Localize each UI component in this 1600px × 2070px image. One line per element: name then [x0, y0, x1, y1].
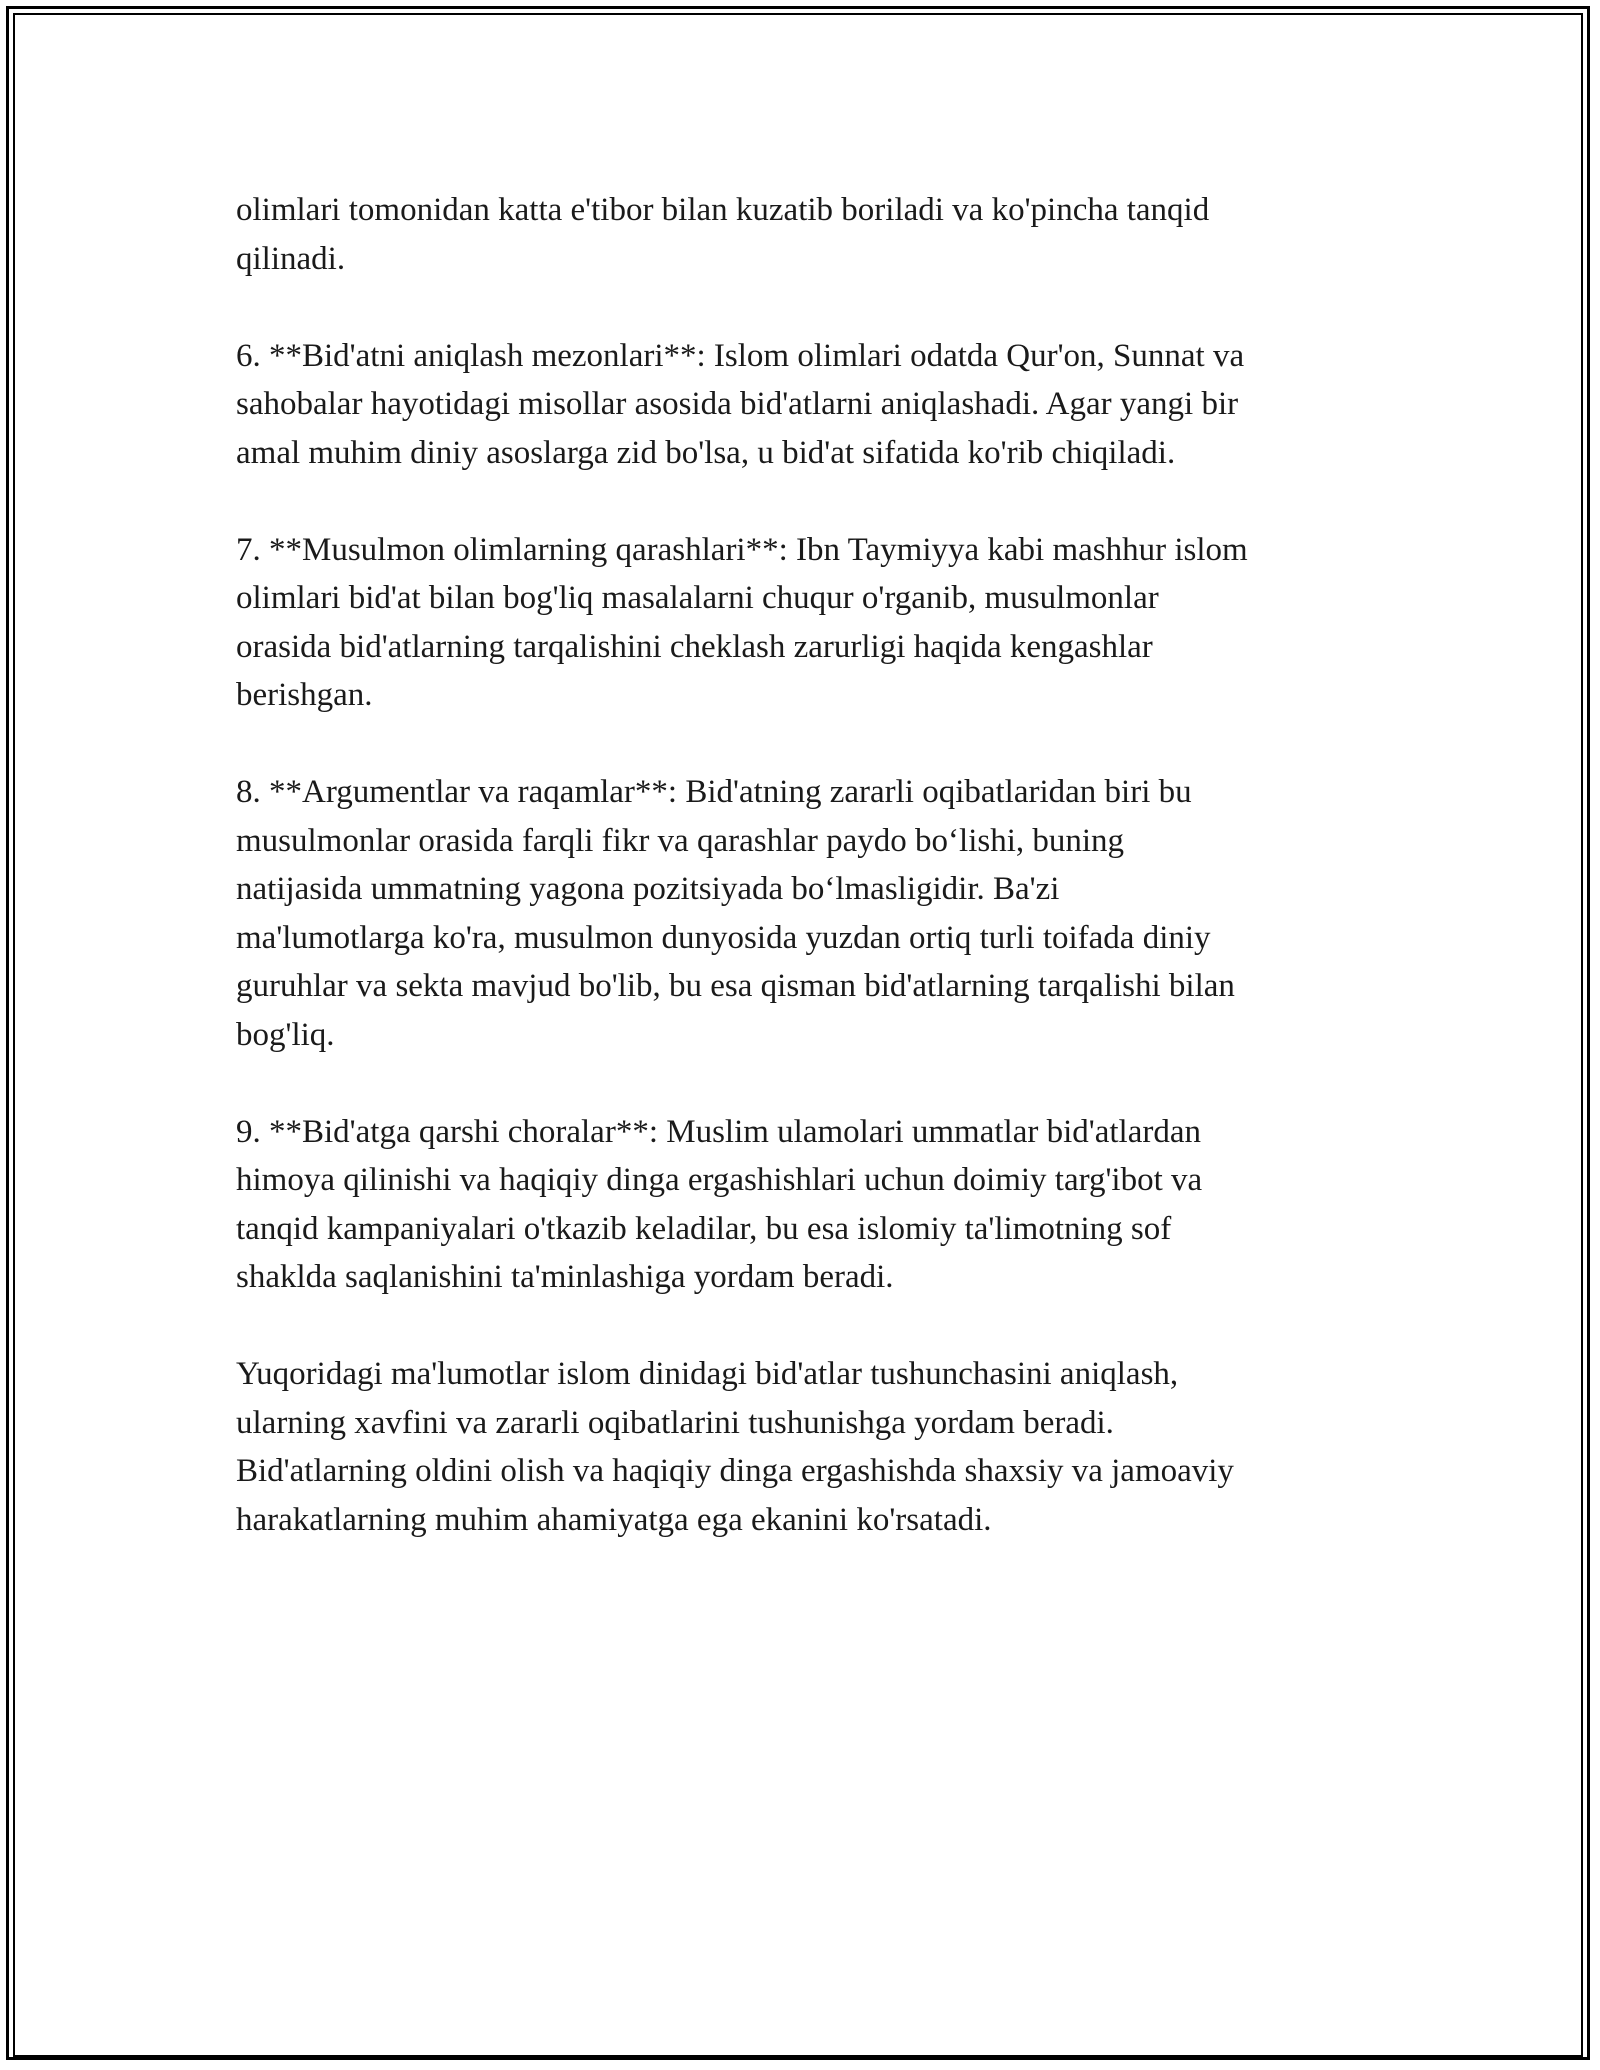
paragraph-item-8: 8. **Argumentlar va raqamlar**: Bid'atning zararli oqibatlaridan biri bu musulmonlar orasida farqli fikr va qarashlar paydo bo‘lishi, buning natijasida ummatning yagona pozitsiyada bo‘lmasligidir. Ba'zi ma'lumotlarga ko'ra, musulmon dunyosida yuzdan ortiq turli toifada diniy guruhlar va sekta mavjud bo'lib, bu esa qisman bid'atlarning tarqalishi bilan bog'liq.	[236, 774, 1235, 1053]
paragraph-item-7: 7. **Musulmon olimlarning qarashlari**: Ibn Taymiyya kabi mashhur islom olimlari bid'at bilan bog'liq masalalarni chuqur o'rganib, musulmonlar orasida bid'atlarning tarqalishini cheklash zarurligi haqida kengashlar berishgan.	[236, 531, 1248, 713]
paragraph-item-6: 6. **Bid'atni aniqlash mezonlari**: Islom olimlari odatda Qur'on, Sunnat va sahobalar hayotidagi misollar asosida bid'atlarni aniqlashadi. Agar yangi bir amal muhim diniy asoslarga zid bo'lsa, u bid'at sifatida ko'rib chiqiladi.	[236, 337, 1245, 471]
document-body	[236, 186, 1396, 1544]
paragraph-item-9: 9. **Bid'atga qarshi choralar**: Muslim ulamolari ummatlar bid'atlardan himoya qilinishi va haqiqiy dinga ergashishlari uchun doimiy targ'ibot va tanqid kampaniyalari o'tkazib keladilar, bu esa islomiy ta'limotning sof shaklda saqlanishini ta'minlashiga yordam beradi.	[236, 1113, 1203, 1295]
paragraph-continuation: olimlari tomonidan katta e'tibor bilan kuzatib boriladi va ko'pincha tanqid qilinadi.	[236, 192, 1210, 277]
paragraph-conclusion: Yuqoridagi ma'lumotlar islom dinidagi bid'atlar tushunchasini aniqlash, ularning xavfini va zararli oqibatlarini tushunishga yordam beradi. Bid'atlarning oldini olish va haqiqiy dinga ergashishda shaxsiy va jamoaviy harakatlarning muhim ahamiyatga ega ekanini ko'rsatadi.	[236, 1356, 1234, 1538]
